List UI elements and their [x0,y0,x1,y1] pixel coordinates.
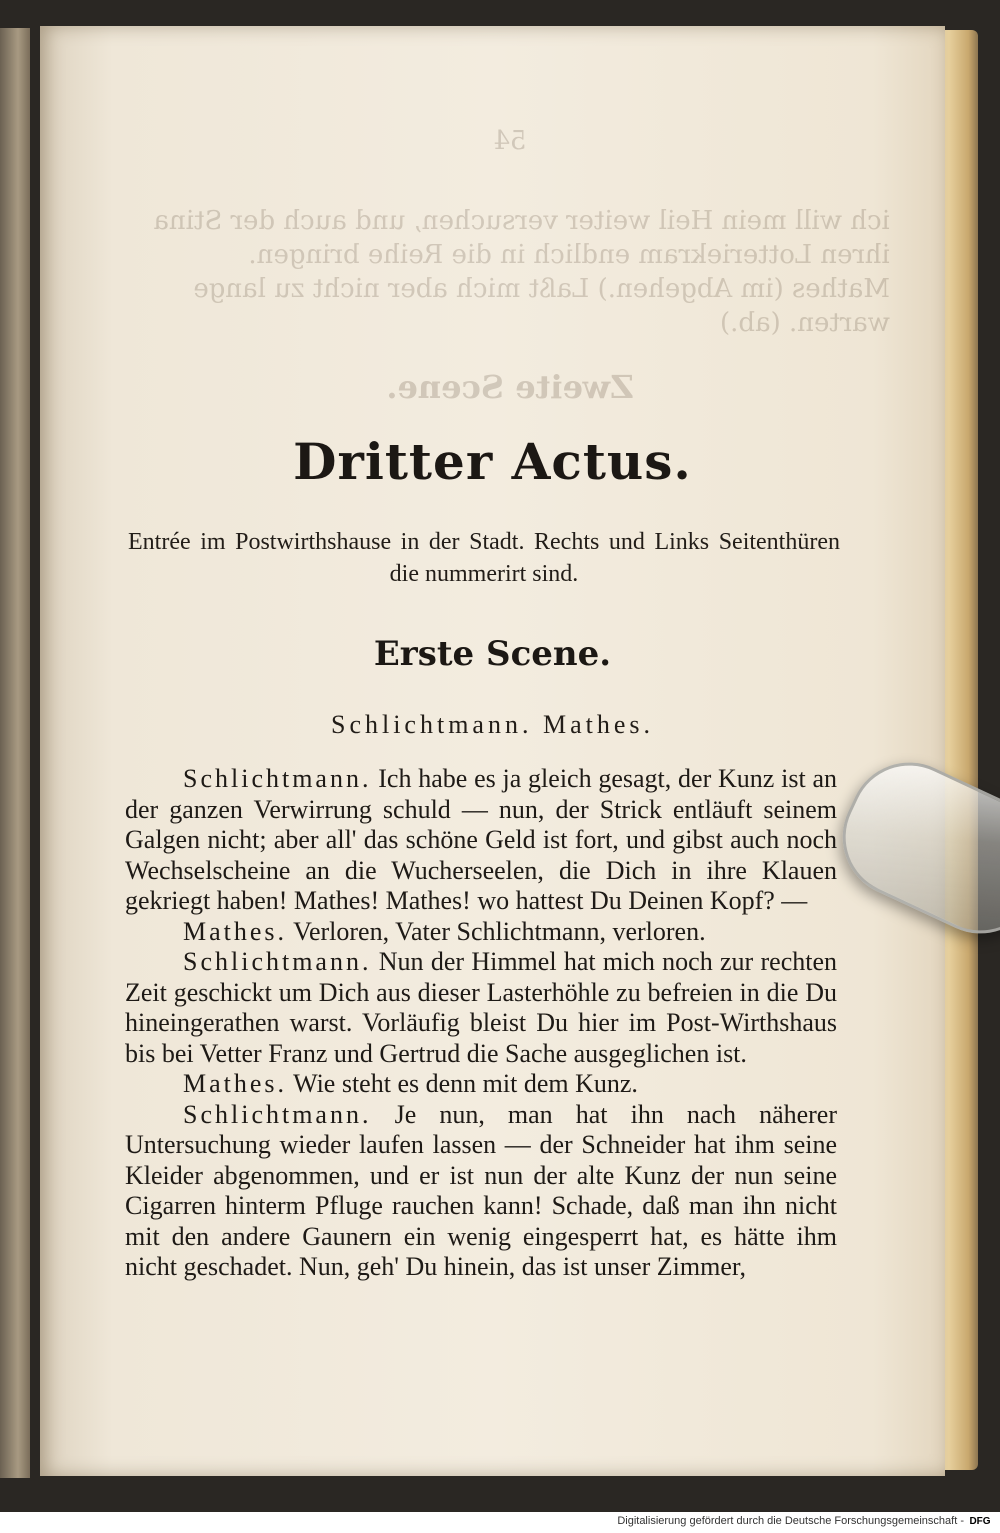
speaker-name: Schlichtmann. [183,764,372,793]
act-title: Dritter Actus. [293,432,692,491]
dialogue-paragraph [125,947,837,1069]
speech-text: Nun der Himmel hat mich noch zur rechten Zeit geschickt um Dich aus dieser Lasterhöhle zu befreien in die Du hineingerathen warst. Vorläufig bleist Du hier im Post-Wirthshaus bis bei Vetter Franz und Gertrud die Sache ausgeglichen ist. [125,947,837,1068]
speaker-name: Mathes. [183,1069,288,1098]
book-page [40,26,945,1476]
footer-credit: Digitalisierung gefördert durch die Deutsche Forschungsgemeinschaft - [617,1515,964,1527]
dialogue-paragraph [125,764,837,917]
speaker-name: Schlichtmann. [183,1099,372,1129]
stage-direction: Entrée im Postwirthshause in der Stadt. Rechts und Links Seitenthüren die nummerirt sind. [128,529,840,587]
scene-characters: Schlichtmann. Mathes. [330,710,654,739]
bleed-line: Mathes (im Abgehen.) Laßt mich aber nicht zu lange [193,274,890,304]
speech-text: Verloren, Vater Schlichtmann, verloren. [293,916,706,946]
speech-text: Je nun, man hat ihn nach näherer Untersuchung wieder laufen lassen — der Schneider hat ihm seine Kleider abgenommen, und er ist nun der alte Kunz der nun seine Cigarren hinterm Pfluge rauchen kann! Schade, daß man ihn nicht mit den andere Gaunern ein wenig eingesperrt hat, es hätte ihm nicht geschadet. Nun, geh' Du hinein, das ist unser Zimmer, [125,1099,837,1281]
speaker-name: Schlichtmann. [183,947,372,976]
dialogue-paragraph [125,1069,837,1100]
bleed-line: ihren Lotteriekram endlich in die Reihe bringen. [248,240,890,270]
bleed-page-number: 54 [493,126,527,156]
bleed-line: ich will mein Heil weiter versuchen, und auch der Stina [153,206,890,236]
digitization-footer [0,1512,1000,1533]
bleed-scene-title: Zweite Scene. [386,368,634,406]
dialogue-paragraph [125,1100,837,1283]
speaker-name: Mathes. [183,916,288,946]
speech-text: Wie steht es denn mit dem Kunz. [293,1069,638,1098]
bleed-line: warten. (ab.) [720,308,890,338]
left-page-edge [0,28,30,1478]
dialogue-paragraph [125,917,837,948]
dialogue-block [125,764,837,1283]
speech-text: Ich habe es ja gleich gesagt, der Kunz ist an der ganzen Verwirrung schuld — nun, der Strick entläuft seinem Galgen nicht; aber all' das schöne Geld ist fort, und gibst auch noch Wechselscheine an die Wucherseelen, die Dich in ihre Klauen gekriegt haben! Mathes! Mathes! wo hattest Du Deinen Kopf? — [125,764,837,915]
dfg-logo: DFG [969,1516,991,1527]
scene-title: Erste Scene. [373,634,612,674]
